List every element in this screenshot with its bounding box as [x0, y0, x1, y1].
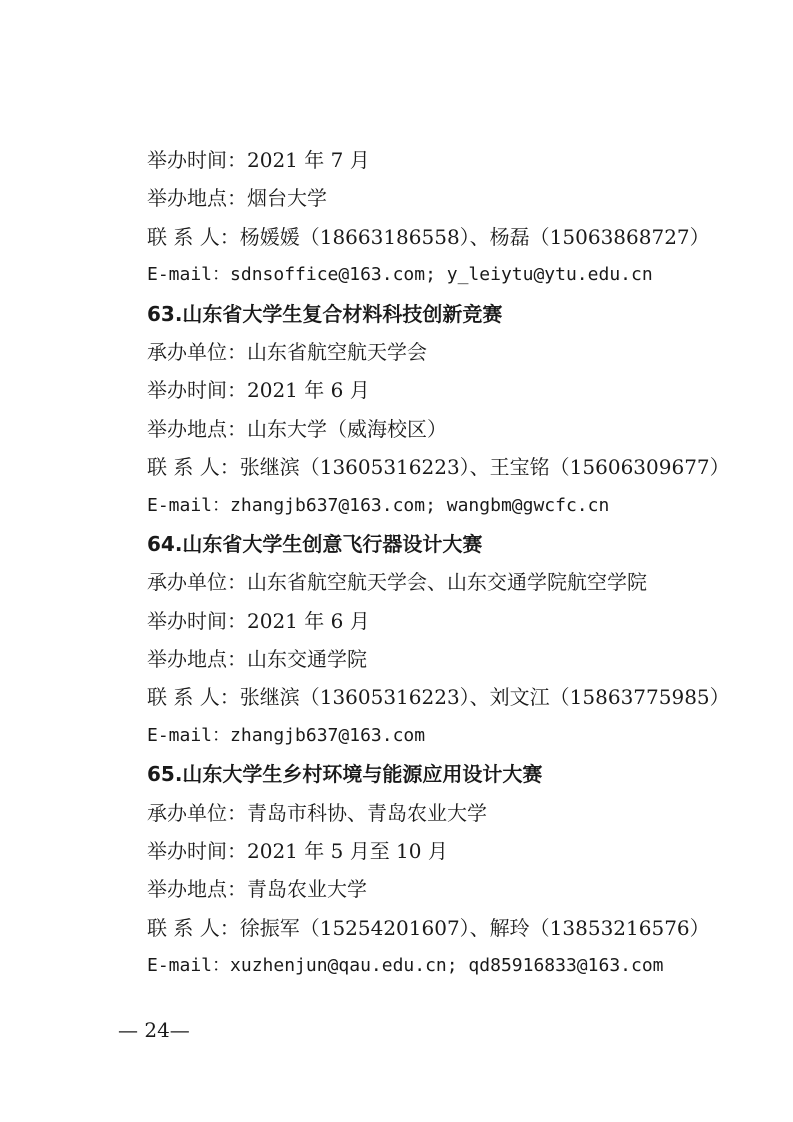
contact-line: 联 系 人：杨媛媛（18663186558）、杨磊（15063868727） [147, 224, 710, 249]
held-location-line: 举办地点：山东交通学院 [147, 647, 367, 672]
email-line: E-mail：sdnsoffice@163.com; y_leiytu@ytu.edu.cn [147, 264, 653, 286]
competition-heading: 63.山东省大学生复合材料科技创新竞赛 [147, 301, 503, 326]
email-line: E-mail：xuzhenjun@qau.edu.cn; qd85916833@163.com [147, 955, 664, 977]
held-location-line: 举办地点：烟台大学 [147, 186, 327, 211]
held-location-line: 举办地点：山东大学（威海校区） [147, 416, 447, 441]
organizer-line: 承办单位：山东省航空航天学会、山东交通学院航空学院 [147, 570, 647, 595]
contact-line: 联 系 人：张继滨（13605316223）、王宝铭（15606309677） [147, 455, 730, 480]
competition-heading: 64.山东省大学生创意飞行器设计大赛 [147, 531, 483, 556]
page-number: — 24— [118, 1018, 190, 1042]
competition-heading: 65.山东大学生乡村环境与能源应用设计大赛 [147, 762, 543, 787]
email-line: E-mail：zhangjb637@163.com [147, 724, 426, 746]
held-time-line: 举办时间：2021 年 7 月 [147, 148, 370, 172]
held-time-line: 举办时间：2021 年 5 月至 10 月 [147, 839, 448, 864]
held-time-line: 举办时间：2021 年 6 月 [147, 378, 370, 403]
organizer-line: 承办单位：山东省航空航天学会 [147, 339, 427, 364]
contact-line: 联 系 人：徐振军（15254201607）、解玲（13853216576） [147, 915, 710, 940]
contact-line: 联 系 人：张继滨（13605316223）、刘文江（15863775985） [147, 685, 730, 710]
organizer-line: 承办单位：青岛市科协、青岛农业大学 [147, 800, 487, 825]
held-location-line: 举办地点：青岛农业大学 [147, 877, 367, 902]
held-time-line: 举办时间：2021 年 6 月 [147, 608, 370, 633]
email-line: E-mail：zhangjb637@163.com; wangbm@gwcfc.cn [147, 494, 610, 516]
document-body [147, 141, 747, 986]
